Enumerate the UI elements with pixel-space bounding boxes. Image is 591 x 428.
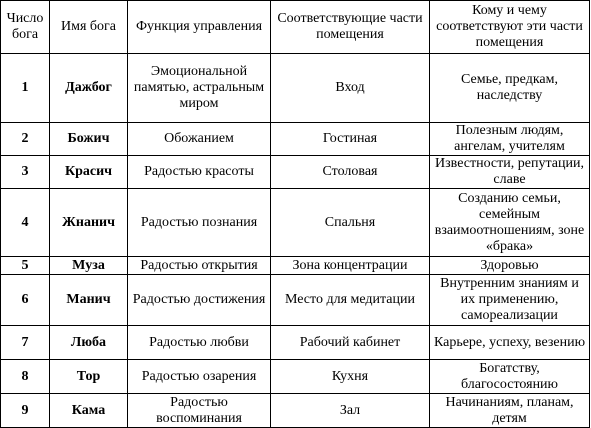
cell-god-name: Дажбог — [50, 54, 128, 123]
cell-god-number: 5 — [1, 257, 50, 275]
cell-control-function: Радостью познания — [128, 189, 271, 257]
cell-god-name: Божич — [50, 123, 128, 156]
cell-room-part: Спальня — [271, 189, 430, 257]
cell-god-number: 3 — [1, 156, 50, 189]
cell-god-name: Муза — [50, 257, 128, 275]
header-god-number: Число бога — [1, 1, 50, 54]
cell-room-part: Зал — [271, 394, 430, 428]
cell-correspondence: Созданию семьи, семейным взаимоотношениям, зоне «брака» — [430, 189, 590, 257]
cell-correspondence: Полезным людям, ангелам, учителям — [430, 123, 590, 156]
cell-god-name: Жнанич — [50, 189, 128, 257]
table-row — [1, 275, 590, 326]
header-correspondence: Кому и чему соответствуют эти части помещения — [430, 1, 590, 54]
cell-control-function: Радостью красоты — [128, 156, 271, 189]
cell-correspondence: Здоровью — [430, 257, 590, 275]
cell-room-part: Рабочий кабинет — [271, 326, 430, 360]
cell-god-name: Манич — [50, 275, 128, 326]
cell-god-number: 6 — [1, 275, 50, 326]
cell-room-part: Вход — [271, 54, 430, 123]
cell-god-number: 1 — [1, 54, 50, 123]
cell-control-function: Радостью озарения — [128, 360, 271, 394]
table-row — [1, 54, 590, 123]
cell-room-part: Гостиная — [271, 123, 430, 156]
cell-correspondence: Богатству, благосостоянию — [430, 360, 590, 394]
cell-correspondence: Известности, репутации, славе — [430, 156, 590, 189]
cell-room-part: Зона концентрации — [271, 257, 430, 275]
cell-god-number: 4 — [1, 189, 50, 257]
table-row — [1, 360, 590, 394]
table-row — [1, 123, 590, 156]
cell-god-number: 9 — [1, 394, 50, 428]
cell-god-name: Кама — [50, 394, 128, 428]
cell-correspondence: Внутренним знаниям и их применению, самореализации — [430, 275, 590, 326]
cell-control-function: Радостью открытия — [128, 257, 271, 275]
table-row — [1, 156, 590, 189]
header-row — [1, 1, 590, 54]
cell-room-part: Место для медитации — [271, 275, 430, 326]
header-room-parts: Соответствующие части помещения — [271, 1, 430, 54]
cell-room-part: Столовая — [271, 156, 430, 189]
cell-god-number: 8 — [1, 360, 50, 394]
table-row — [1, 189, 590, 257]
cell-god-name: Красич — [50, 156, 128, 189]
cell-control-function: Радостью любви — [128, 326, 271, 360]
cell-control-function: Радостью воспоминания — [128, 394, 271, 428]
table-body — [1, 54, 590, 428]
table-row — [1, 257, 590, 275]
table-row — [1, 326, 590, 360]
cell-god-number: 7 — [1, 326, 50, 360]
cell-god-name: Люба — [50, 326, 128, 360]
cell-control-function: Обожанием — [128, 123, 271, 156]
header-control-function: Функция управления — [128, 1, 271, 54]
cell-correspondence: Начинаниям, планам, детям — [430, 394, 590, 428]
cell-correspondence: Семье, предкам, наследству — [430, 54, 590, 123]
header-god-name: Имя бога — [50, 1, 128, 54]
cell-god-number: 2 — [1, 123, 50, 156]
table-row — [1, 394, 590, 428]
cell-correspondence: Карьере, успеху, везению — [430, 326, 590, 360]
cell-god-name: Тор — [50, 360, 128, 394]
cell-control-function: Эмоциональной памятью, астральным миром — [128, 54, 271, 123]
cell-room-part: Кухня — [271, 360, 430, 394]
table-header — [1, 1, 590, 54]
cell-control-function: Радостью достижения — [128, 275, 271, 326]
